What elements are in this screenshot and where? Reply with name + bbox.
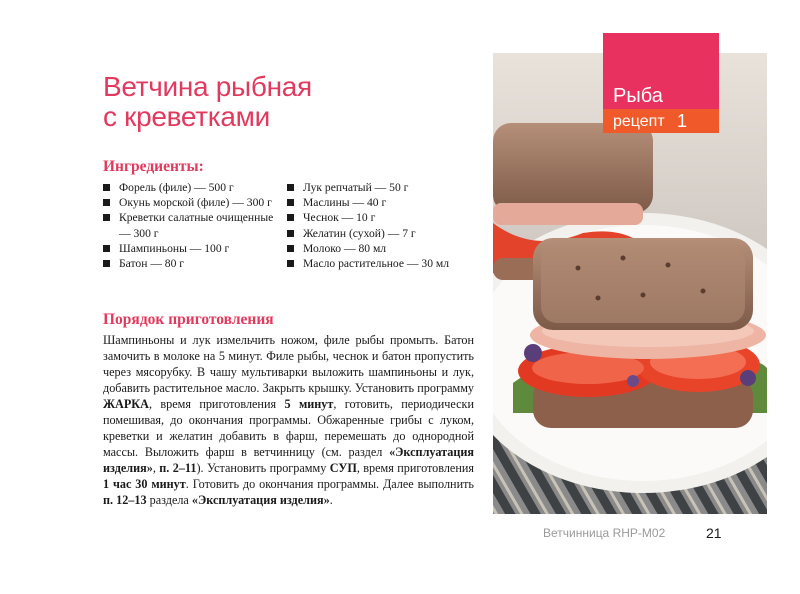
ingredients-list-right: [287, 180, 477, 271]
ingredient-item: Маслины — 40 г: [287, 195, 477, 210]
steps-reference: п. 2–11: [159, 461, 197, 475]
ingredient-item: Шампиньоны — 100 г: [103, 241, 283, 256]
ingredient-item: Лук репчатый — 50 г: [287, 180, 477, 195]
section-reference: «Эксплуатация изделия»: [191, 493, 330, 507]
footer-model-name: Ветчинница RHP-M02: [543, 526, 666, 540]
method-text-segment: .: [329, 493, 333, 507]
method-text-segment: . Готовить до окончания программы. Далее выполнить: [185, 477, 474, 491]
steps-reference: п. 12–13: [103, 493, 147, 507]
ingredient-item: Желатин (сухой) — 7 г: [287, 226, 477, 241]
section-reference: «Эксплуатация изделия»: [103, 445, 474, 475]
method-text-segment: Шампиньоны и лук измельчить ножом, филе рыбы промыть. Батон замочить в молоке на 5 минут. Филе рыбы, чеснок и батон пропустить через мясорубку. В чашу мультиварки выложить шампиньоны и лук, добавить растительное масло. Закрыть крышку. Установить программу: [103, 333, 474, 395]
method-text-segment: , готовить, периодически помешивая, до окончания программы. Обжаренные грибы с луком, креветки и желатин добавить в фарш, перемешать до однородной массы. Выложить фарш в ветчинницу (см. раздел: [103, 397, 474, 459]
ingredient-item: Окунь морской (филе) — 300 г: [103, 195, 283, 210]
method-heading: Порядок приготовления: [103, 311, 274, 328]
ingredient-item: Масло растительное — 30 мл: [287, 256, 477, 271]
recipe-number-bar: [603, 109, 719, 133]
method-text-segment: ,: [152, 461, 160, 475]
ingredients-heading: Ингредиенты:: [103, 158, 204, 175]
method-text: [103, 332, 474, 508]
ingredient-item: Форель (филе) — 500 г: [103, 180, 283, 195]
category-name: Рыба: [613, 85, 663, 107]
program-name: ЖАРКА: [103, 397, 149, 411]
ingredients-list-left: [103, 180, 283, 271]
recipe-title-line2: с креветками: [103, 101, 270, 132]
method-text-segment: , время приготовления: [356, 461, 474, 475]
recipe-label: рецепт: [613, 113, 665, 130]
ingredient-item: Молоко — 80 мл: [287, 241, 477, 256]
method-paragraph: [103, 332, 474, 508]
recipe-title-line1: Ветчина рыбная: [103, 71, 312, 102]
category-tag: [603, 33, 719, 133]
cooking-time: 1 час 30 минут: [103, 477, 186, 491]
program-name: СУП: [329, 461, 357, 475]
cooking-time: 5 минут: [284, 397, 334, 411]
recipe-title: [103, 72, 312, 132]
recipe-number: 1: [677, 111, 688, 131]
method-text-segment: раздела: [146, 493, 192, 507]
method-text-segment: ). Установить программу: [196, 461, 330, 475]
ingredient-item: Креветки салатные очищенные — 300 г: [103, 210, 283, 240]
page-number: 21: [706, 525, 722, 541]
ingredient-item: Чеснок — 10 г: [287, 210, 477, 225]
method-text-segment: , время приготовления: [148, 397, 285, 411]
ingredient-item: Батон — 80 г: [103, 256, 283, 271]
